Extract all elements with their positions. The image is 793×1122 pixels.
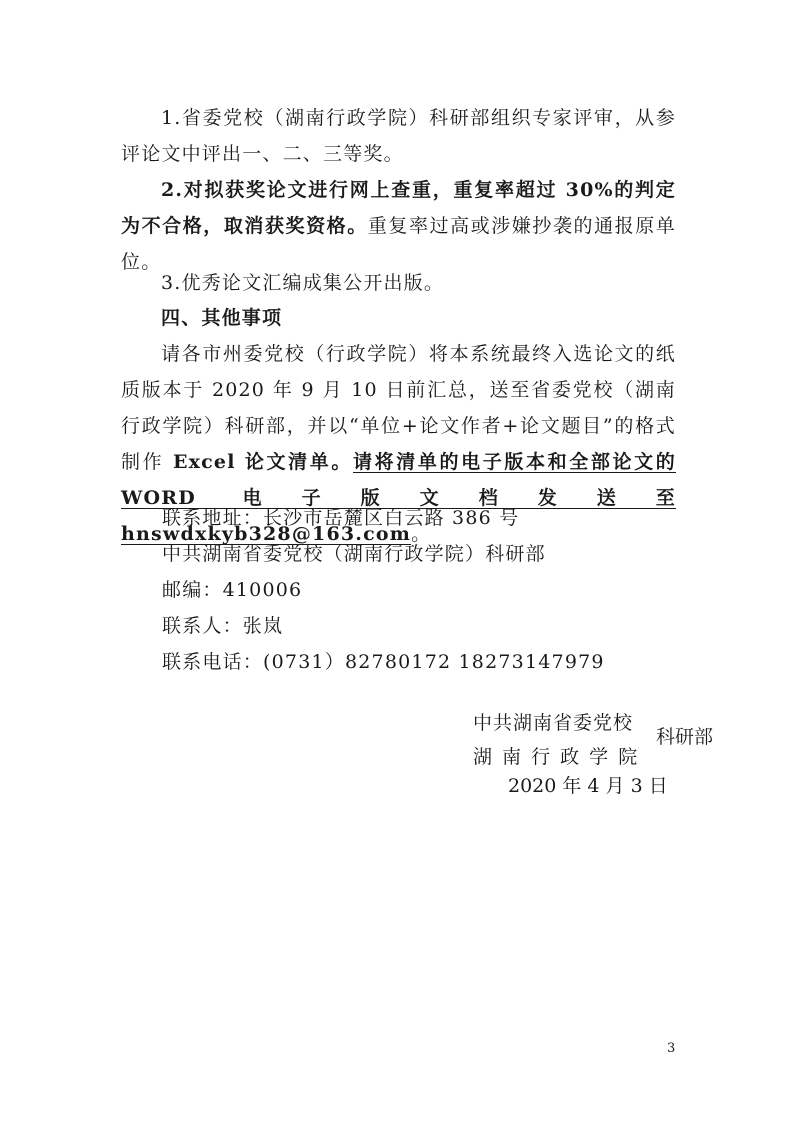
item-2-rest-text: 重复率过高或涉嫌抄袭的通报原单位。	[121, 215, 676, 273]
item-1	[121, 100, 676, 172]
contact-postcode: 邮编：410006	[162, 579, 303, 601]
email-instruction-text: 请将清单的电子版本和全部论文的 WORD 电子版文档发送至 hnswdxkyb328@163.com	[121, 451, 677, 545]
signature-dept: 科研部	[656, 726, 714, 748]
item-2	[121, 172, 676, 280]
item-1-text: 1.省委党校（湖南行政学院）科研部组织专家评审，从参评论文中评出一、二、三等奖。	[121, 107, 676, 165]
signature-org-line-2: 湖 南 行 政 学 院	[473, 746, 640, 768]
section-body-text: 请各市州委党校（行政学院）将本系统最终入选论文的纸质版本于 2020 年 9 月 10 日前汇总，送至省委党校（湖南行政学院）科研部，并以“单位+论文作者+论文题目”的格式制作	[121, 343, 676, 473]
item-2-bold-text: 2.对拟获奖论文进行网上查重，重复率超过 30%的判定为不合格，取消获奖资格。	[121, 179, 676, 237]
contact-phone: 联系电话：(0731）82780172 18273147979	[162, 651, 605, 673]
contact-person: 联系人：张岚	[162, 615, 284, 637]
section-body-end: 。	[411, 523, 432, 545]
signature-org-line-1: 中共湖南省委党校	[473, 712, 634, 734]
section-heading-text: 四、其他事项	[161, 307, 283, 329]
signature-date: 2020 年 4 月 3 日	[508, 775, 668, 797]
item-3-text: 3.优秀论文汇编成集公开出版。	[161, 272, 445, 294]
excel-list-text: Excel 论文清单。	[172, 451, 354, 473]
contact-address: 联系地址：长沙市岳麓区白云路 386 号	[162, 507, 520, 529]
item-3	[121, 265, 676, 301]
section-heading	[121, 300, 676, 336]
page-number: 3	[667, 1041, 676, 1056]
contact-org: 中共湖南省委党校（湖南行政学院）科研部	[162, 543, 546, 565]
